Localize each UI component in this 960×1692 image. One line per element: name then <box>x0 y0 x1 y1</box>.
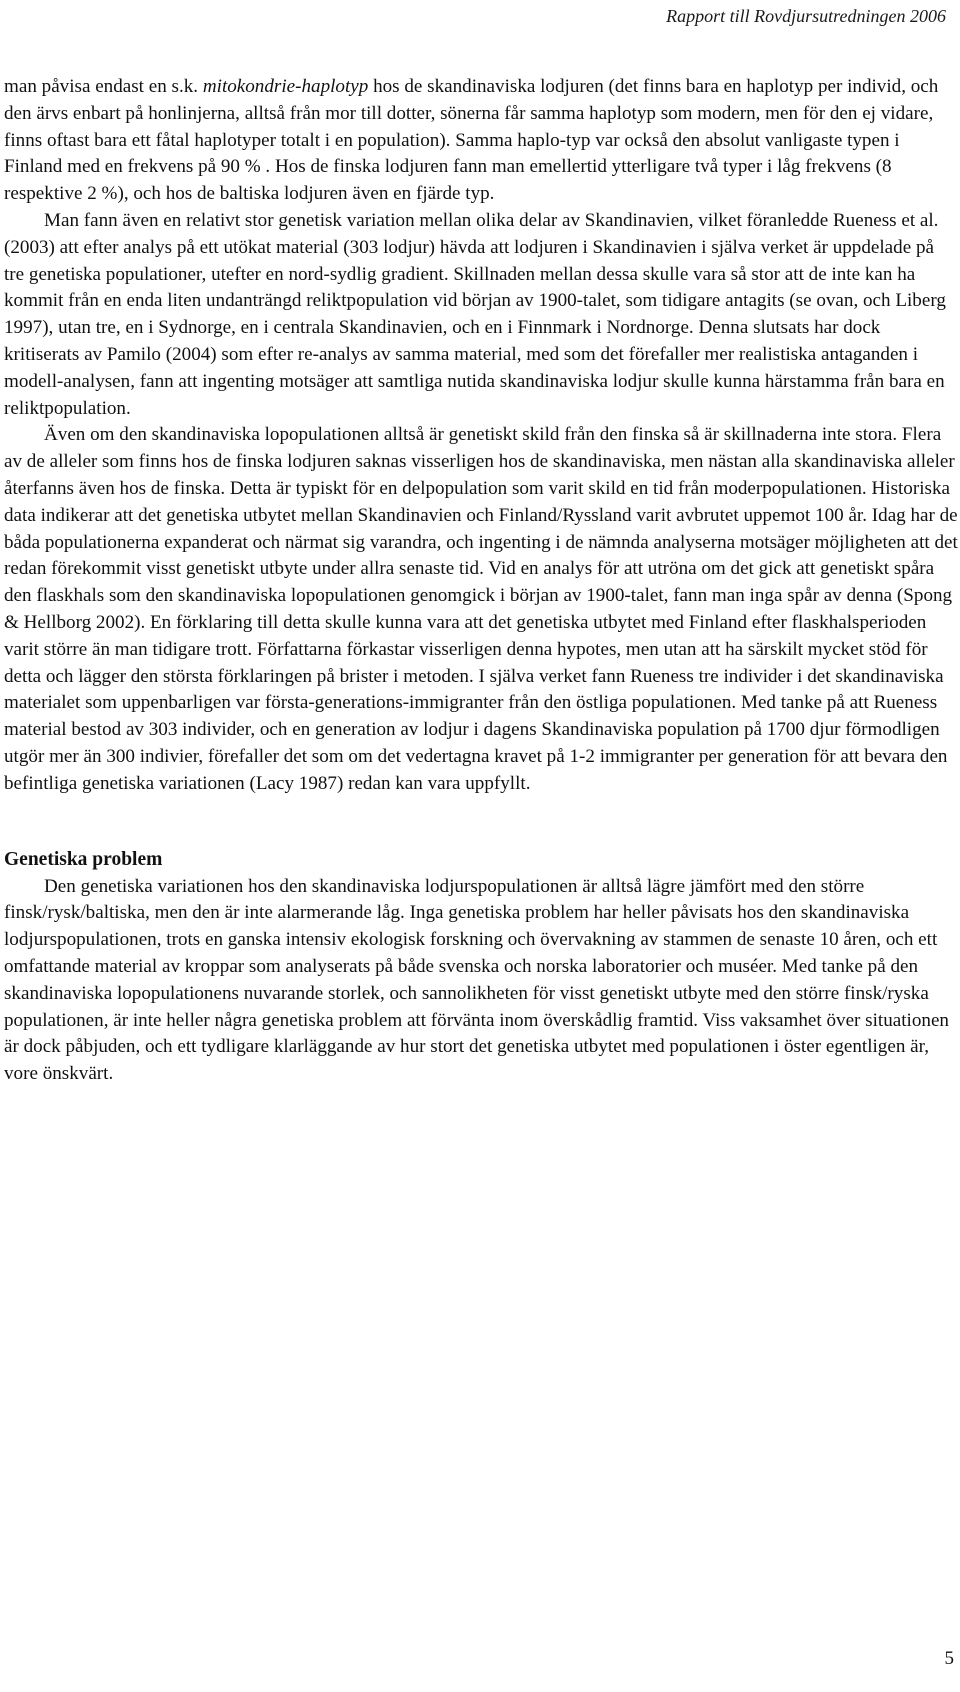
page-number: 5 <box>944 1648 954 1669</box>
paragraph-haplotype-rest: hos de skandinaviska lodjuren (det finns bara en haplotyp per individ, och den ärvs enbart på honlinjerna, alltså från mor till dotter, sönerna får samma haplotyp som modern, men för den ej vidare, finns oftast bara ett fåtal haplotyper totalt i en population). Samma haplo-typ var också den absolut vanligaste typen i Finland med en frekvens på 90 % . Hos de finska lodjuren fann man emellertid ytterligare två typer i låg frekvens (8 respektive 2 %), och hos de baltiska lodjuren även en fjärde typ. <box>4 76 939 205</box>
running-header: Rapport till Rovdjursutredningen 2006 <box>666 6 946 26</box>
paragraph-haplotype <box>4 74 958 208</box>
paragraph-haplotype-lead: man påvisa endast en s.k. <box>4 76 203 97</box>
paragraph-population-comparison: Även om den skandinaviska lopopulationen alltså är genetiskt skild från den finska så är skillnaderna inte stora. Flera av de alleler som finns hos de finska lodjuren saknas visserligen hos de skandinaviska, men nästan alla skandinaviska alleler återfanns även hos de finska. Detta är typiskt för en delpopulation som varit skild en tid från moderpopulationen. Historiska data indikerar att det genetiska utbytet mellan Skandinavien och Finland/Ryssland varit avbrutet uppemot 100 år. Idag har de båda populationerna expanderat och närmat sig varandra, och ingenting i de nämnda analyserna motsäger möjligheten att det redan förekommit visst genetiskt utbyte under allra senaste tid. Vid en analys för att utröna om det gick att genetiskt spåra den flaskhals som den skandinaviska lopopulationen genomgick i början av 1900-talet, fann man inga spår av denna (Spong & Hellborg 2002). En förklaring till detta skulle kunna vara att det genetiska utbytet med Finland efter flaskhalsperioden varit större än man tidigare trott. Författarna förkastar visserligen denna hypotes, men utan att ha särskilt mycket stöd för detta och lägger den största förklaringen på brister i metoden. I själva verket fann Rueness tre individer i det skandinaviska materialet som uppenbarligen var första-generations-immigranter från den östliga populationen. Med tanke på att Rueness material bestod av 303 individer, och en generation av lodjur i dagens Skandinaviska population på 1700 djur förmodligen utgör mer än 300 indivier, förefaller det som om det vedertagna kravet på 1-2 immigranter per generation för att bevara den befintliga genetiska variationen (Lacy 1987) redan kan vara uppfyllt. <box>4 424 958 794</box>
term-mitokondrie-haplotyp: mitokondrie-haplotyp <box>202 76 369 97</box>
paragraph-genetic-variation: Man fann även en relativt stor genetisk variation mellan olika delar av Skandinavien, vilket föranledde Rueness et al. (2003) att efter analys på ett utökat material (303 lodjur) hävda att lodjuren i Skandinavien i själva verket är uppdelade på tre genetiska populationer, utefter en nord-sydlig gradient. Skillnaden mellan dessa skulle vara så stor att de inte kan ha kommit från en enda liten undanträngd reliktpopulation vid början av 1900-talet, som tidigare antagits (se ovan, och Liberg 1997), utan tre, en i Sydnorge, en i centrala Skandinavien, och en i Finnmark i Nordnorge. Denna slutsats har dock kritiserats av Pamilo (2004) som efter re-analys av samma material, med som det förefaller mer realistiska antaganden i modell-analysen, fann att ingenting motsäger att samtliga nutida skandinaviska lodjur skulle kunna härstamma från bara en reliktpopulation. <box>4 209 946 419</box>
document-body <box>4 74 958 1088</box>
section-heading-genetiska-problem: Genetiska problem <box>4 848 163 870</box>
paragraph-genetic-problems: Den genetiska variationen hos den skandinaviska lodjurspopulationen är alltså lägre jämfört med den större finsk/rysk/baltiska, men den är inte alarmerande låg. Inga genetiska problem har heller påvisats hos den skandinaviska lodjurspopulationen, trots en ganska intensiv ekologisk forskning och övervakning av stammen de senaste 10 åren, och ett omfattande material av kroppar som analyserats på både svenska och norska laboratorier och muséer. Med tanke på den skandinaviska lopopulationens nuvarande storlek, och sannolikheten för visst genetiskt utbyte med den större finsk/ryska populationen, är inte heller några genetiska problem att förvänta inom överskådlig framtid. Viss vaksamhet över situationen är dock påbjuden, och ett tydligare klarläggande av hur stort det genetiska utbytet med populationen i öster egentligen är, vore önskvärt. <box>4 875 949 1085</box>
